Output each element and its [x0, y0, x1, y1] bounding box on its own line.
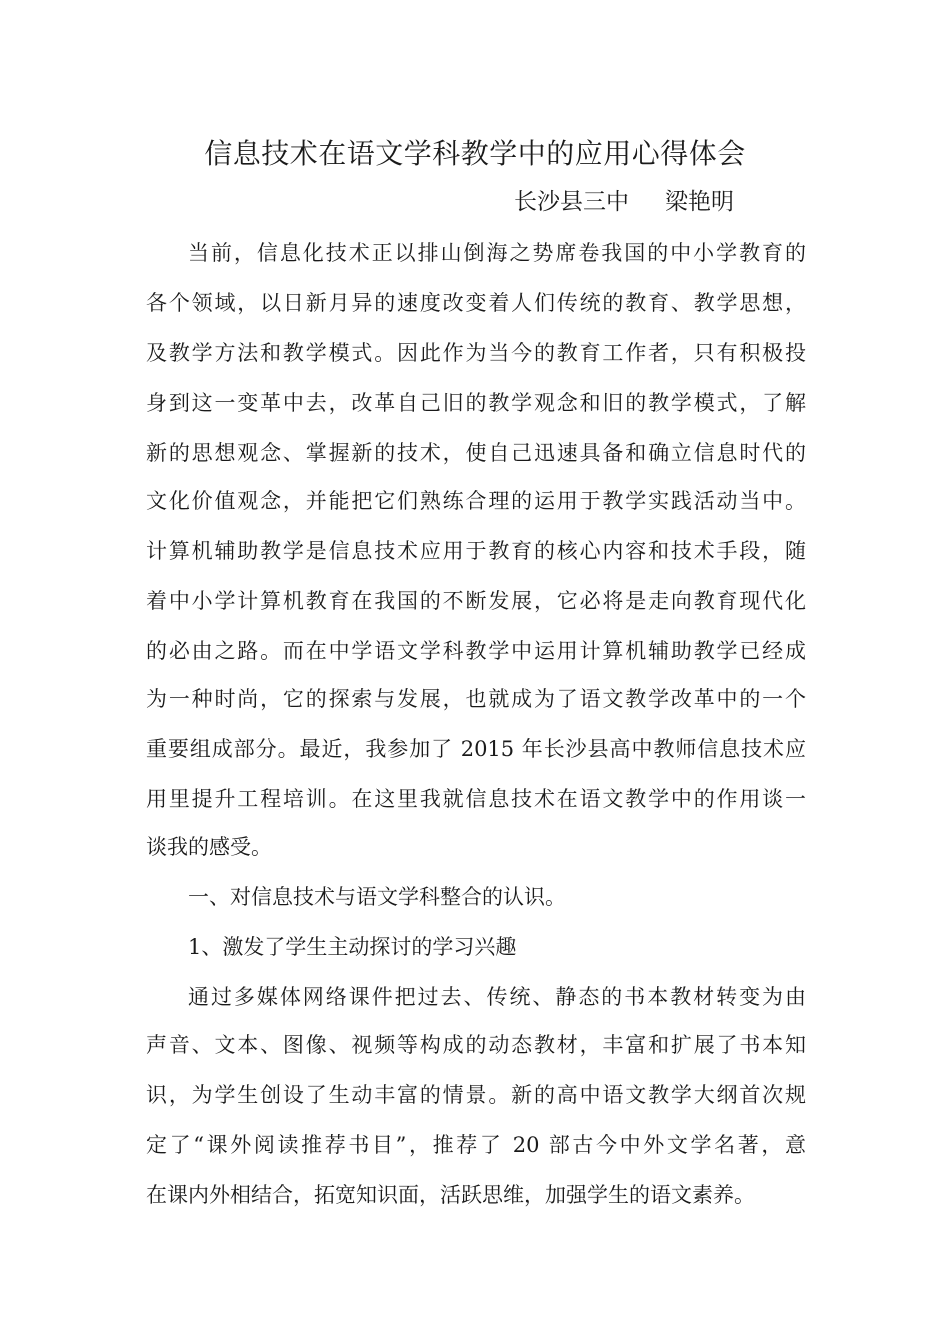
paragraph-line: 声音、文本、图像、视频等构成的动态教材，丰富和扩展了书本知: [146, 1033, 806, 1057]
paragraph-line: 谈我的感受。: [146, 835, 272, 859]
paragraph-line: 着中小学计算机教育在我国的不断发展，它必将是走向教育现代化: [146, 589, 806, 613]
author-school: 长沙县三中: [514, 189, 629, 215]
subsection-heading: 1、激发了学生主动探讨的学习兴趣: [188, 935, 517, 959]
section-heading: 一、对信息技术与语文学科整合的认识。: [188, 885, 566, 909]
paragraph-line: 各个领域，以日新月异的速度改变着人们传统的教育、教学思想，: [146, 291, 806, 315]
paragraph-line: 当前，信息化技术正以排山倒海之势席卷我国的中小学教育的: [188, 241, 806, 265]
paragraph-line: 文化价值观念，并能把它们熟练合理的运用于教学实践活动当中。: [146, 489, 806, 513]
paragraph-line: 识，为学生创设了生动丰富的情景。新的高中语文教学大纲首次规: [146, 1083, 806, 1107]
author-line: [514, 186, 734, 218]
paragraph-line: 定了“课外阅读推荐书目”，推荐了 20 部古今中外文学名著，意: [146, 1133, 806, 1157]
paragraph-line: 身到这一变革中去，改革自己旧的教学观念和旧的教学模式，了解: [146, 391, 806, 415]
paragraph-line: 用里提升工程培训。在这里我就信息技术在语文教学中的作用谈一: [146, 787, 806, 811]
paragraph-line: 通过多媒体网络课件把过去、传统、静态的书本教材转变为由: [188, 985, 806, 1009]
paragraph-line: 计算机辅助教学是信息技术应用于教育的核心内容和技术手段，随: [146, 539, 806, 563]
paragraph-line: 及教学方法和教学模式。因此作为当今的教育工作者，只有积极投: [146, 341, 806, 365]
author-name: 梁艳明: [665, 189, 734, 215]
paragraph-line: 重要组成部分。最近，我参加了 2015 年长沙县高中教师信息技术应: [146, 737, 806, 761]
document-title: 信息技术在语文学科教学中的应用心得体会: [204, 137, 746, 170]
paragraph-line: 为一种时尚，它的探索与发展，也就成为了语文教学改革中的一个: [146, 687, 806, 711]
paragraph-line: 新的思想观念、掌握新的技术，使自己迅速具备和确立信息时代的: [146, 441, 806, 465]
paragraph-line: 的必由之路。而在中学语文学科教学中运用计算机辅助教学已经成: [146, 639, 806, 663]
paragraph-line: 在课内外相结合，拓宽知识面，活跃思维，加强学生的语文素养。: [146, 1183, 755, 1207]
